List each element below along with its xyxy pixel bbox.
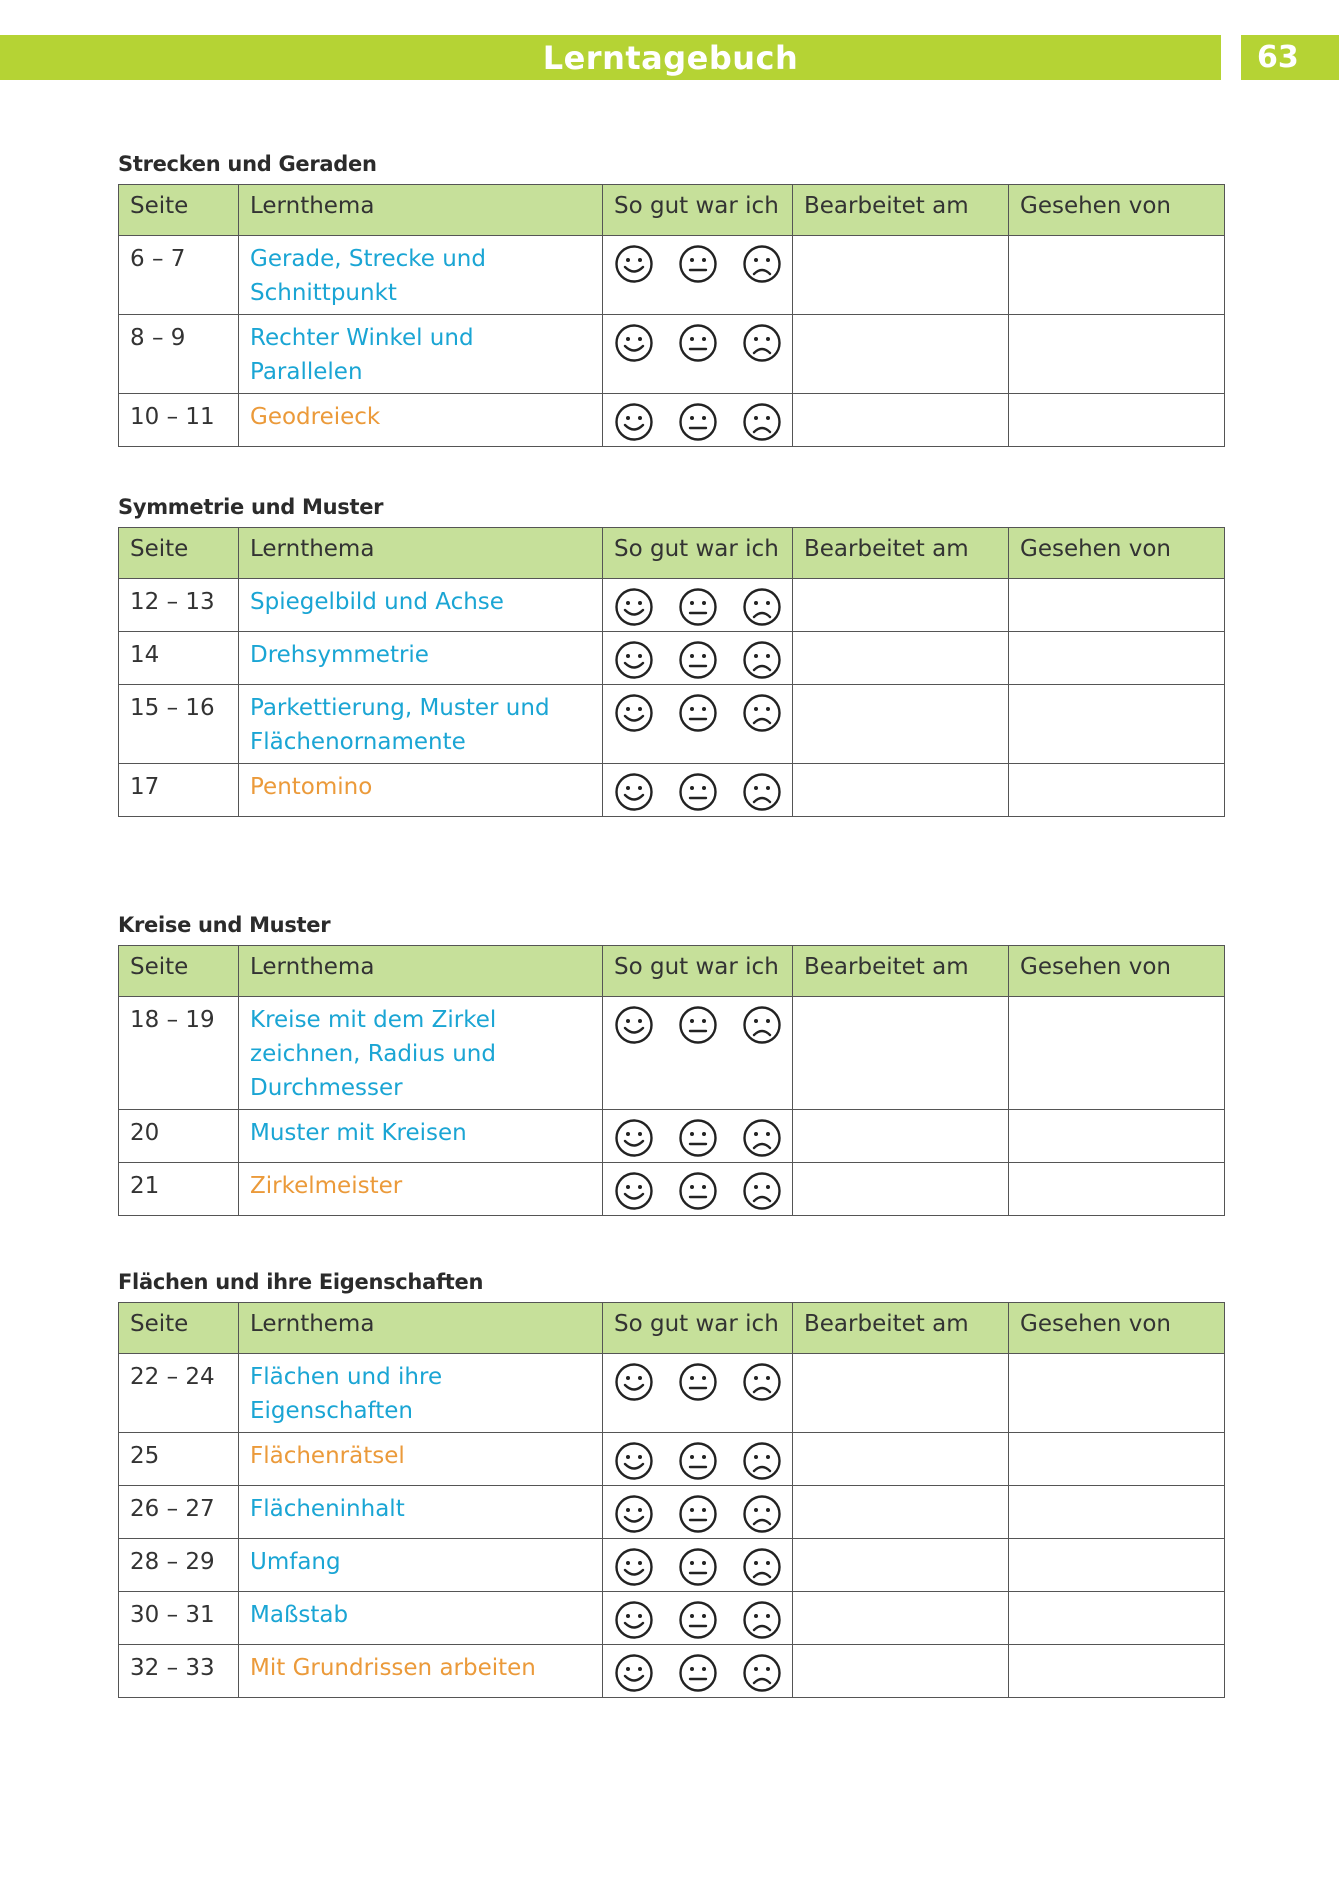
rating-cell xyxy=(603,685,793,764)
gesehen-von-cell[interactable] xyxy=(1009,1433,1225,1486)
header-seite: Seite xyxy=(119,946,239,997)
section xyxy=(118,1270,1224,1698)
seite-cell: 26 – 27 xyxy=(119,1486,239,1539)
seite-cell: 28 – 29 xyxy=(119,1539,239,1592)
smiley-neutral-icon[interactable] xyxy=(678,693,718,733)
smiley-neutral-icon[interactable] xyxy=(678,587,718,627)
rating-cell xyxy=(603,1163,793,1216)
header-bar xyxy=(0,35,1221,80)
table-header-row xyxy=(119,528,1225,579)
lernthema-cell: Zirkelmeister xyxy=(239,1163,603,1216)
lernthema-cell: Flächenrätsel xyxy=(239,1433,603,1486)
section-title: Flächen und ihre Eigenschaften xyxy=(118,1270,484,1294)
learning-log-table xyxy=(118,945,1225,1216)
rating-cell xyxy=(603,236,793,315)
smiley-neutral-icon[interactable] xyxy=(678,323,718,363)
smiley-happy-icon[interactable] xyxy=(614,1441,654,1481)
smiley-neutral-icon[interactable] xyxy=(678,1441,718,1481)
smiley-sad-icon[interactable] xyxy=(742,244,782,284)
rating-cell xyxy=(603,1645,793,1698)
smiley-neutral-icon[interactable] xyxy=(678,1362,718,1402)
header-lernthema: Lernthema xyxy=(239,528,603,579)
smiley-sad-icon[interactable] xyxy=(742,1005,782,1045)
smiley-sad-icon[interactable] xyxy=(742,693,782,733)
smiley-neutral-icon[interactable] xyxy=(678,1005,718,1045)
rating-cell xyxy=(603,1592,793,1645)
lernthema-cell: Drehsymmetrie xyxy=(239,632,603,685)
lernthema-cell: Kreise mit dem Zirkel zeichnen, Radius und Durchmesser xyxy=(239,997,603,1110)
smiley-sad-icon[interactable] xyxy=(742,1494,782,1534)
smiley-happy-icon[interactable] xyxy=(614,1494,654,1534)
smiley-neutral-icon[interactable] xyxy=(678,402,718,442)
bearbeitet-am-cell[interactable] xyxy=(793,1354,1009,1433)
smiley-happy-icon[interactable] xyxy=(614,693,654,733)
gesehen-von-cell[interactable] xyxy=(1009,685,1225,764)
seite-cell: 21 xyxy=(119,1163,239,1216)
header-bearbeitet-am: Bearbeitet am xyxy=(793,946,1009,997)
table-row xyxy=(119,1592,1225,1645)
header-gesehen-von: Gesehen von xyxy=(1009,185,1225,236)
smiley-happy-icon[interactable] xyxy=(614,1362,654,1402)
rating-cell xyxy=(603,997,793,1110)
bearbeitet-am-cell[interactable] xyxy=(793,1539,1009,1592)
lernthema-cell: Mit Grundrissen arbeiten xyxy=(239,1645,603,1698)
lernthema-cell: Geodreieck xyxy=(239,394,603,447)
table-row xyxy=(119,1354,1225,1433)
seite-cell: 15 – 16 xyxy=(119,685,239,764)
header-gesehen-von: Gesehen von xyxy=(1009,528,1225,579)
rating-cell xyxy=(603,394,793,447)
smiley-sad-icon[interactable] xyxy=(742,323,782,363)
rating-cell xyxy=(603,315,793,394)
lernthema-cell: Gerade, Strecke und Schnittpunkt xyxy=(239,236,603,315)
gesehen-von-cell[interactable] xyxy=(1009,1592,1225,1645)
header-lernthema: Lernthema xyxy=(239,1303,603,1354)
gesehen-von-cell[interactable] xyxy=(1009,764,1225,817)
seite-cell: 20 xyxy=(119,1110,239,1163)
table-row xyxy=(119,685,1225,764)
bearbeitet-am-cell[interactable] xyxy=(793,394,1009,447)
gesehen-von-cell[interactable] xyxy=(1009,1354,1225,1433)
smiley-sad-icon[interactable] xyxy=(742,402,782,442)
table-header-row xyxy=(119,946,1225,997)
smiley-sad-icon[interactable] xyxy=(742,1441,782,1481)
smiley-happy-icon[interactable] xyxy=(614,772,654,812)
gesehen-von-cell[interactable] xyxy=(1009,1486,1225,1539)
smiley-neutral-icon[interactable] xyxy=(678,1171,718,1211)
gesehen-von-cell[interactable] xyxy=(1009,394,1225,447)
page-number: 63 xyxy=(1257,40,1299,75)
table-row xyxy=(119,236,1225,315)
header-lernthema: Lernthema xyxy=(239,185,603,236)
table-header-row xyxy=(119,185,1225,236)
seite-cell: 22 – 24 xyxy=(119,1354,239,1433)
page-number-box xyxy=(1241,35,1339,80)
smiley-sad-icon[interactable] xyxy=(742,1362,782,1402)
seite-cell: 12 – 13 xyxy=(119,579,239,632)
gesehen-von-cell[interactable] xyxy=(1009,1539,1225,1592)
rating-cell xyxy=(603,632,793,685)
smiley-sad-icon[interactable] xyxy=(742,1653,782,1693)
smiley-sad-icon[interactable] xyxy=(742,1547,782,1587)
smiley-happy-icon[interactable] xyxy=(614,402,654,442)
learning-log-table xyxy=(118,1302,1225,1698)
table-header-row xyxy=(119,1303,1225,1354)
table-row xyxy=(119,1110,1225,1163)
bearbeitet-am-cell[interactable] xyxy=(793,632,1009,685)
smiley-sad-icon[interactable] xyxy=(742,772,782,812)
lernthema-cell: Parkettierung, Muster und Flächenornamente xyxy=(239,685,603,764)
section-title: Kreise und Muster xyxy=(118,913,331,937)
smiley-happy-icon[interactable] xyxy=(614,1118,654,1158)
table-row xyxy=(119,1486,1225,1539)
bearbeitet-am-cell[interactable] xyxy=(793,1433,1009,1486)
table-row xyxy=(119,1539,1225,1592)
seite-cell: 14 xyxy=(119,632,239,685)
smiley-sad-icon[interactable] xyxy=(742,1600,782,1640)
bearbeitet-am-cell[interactable] xyxy=(793,764,1009,817)
seite-cell: 17 xyxy=(119,764,239,817)
smiley-happy-icon[interactable] xyxy=(614,323,654,363)
learning-log-table xyxy=(118,184,1225,447)
table-row xyxy=(119,1645,1225,1698)
table-row xyxy=(119,632,1225,685)
rating-cell xyxy=(603,1539,793,1592)
smiley-neutral-icon[interactable] xyxy=(678,1118,718,1158)
lernthema-cell: Flächen und ihre Eigenschaften xyxy=(239,1354,603,1433)
gesehen-von-cell[interactable] xyxy=(1009,1163,1225,1216)
lernthema-cell: Flächeninhalt xyxy=(239,1486,603,1539)
rating-cell xyxy=(603,1486,793,1539)
smiley-neutral-icon[interactable] xyxy=(678,1653,718,1693)
smiley-sad-icon[interactable] xyxy=(742,587,782,627)
rating-cell xyxy=(603,1354,793,1433)
section xyxy=(118,495,1224,817)
table-row xyxy=(119,1433,1225,1486)
lernthema-cell: Pentomino xyxy=(239,764,603,817)
header-so-gut-war-ich: So gut war ich xyxy=(603,1303,793,1354)
page-title: Lerntagebuch xyxy=(542,38,799,77)
table-row xyxy=(119,394,1225,447)
lernthema-cell: Spiegelbild und Achse xyxy=(239,579,603,632)
gesehen-von-cell[interactable] xyxy=(1009,315,1225,394)
table-row xyxy=(119,1163,1225,1216)
smiley-happy-icon[interactable] xyxy=(614,1547,654,1587)
smiley-happy-icon[interactable] xyxy=(614,1005,654,1045)
smiley-neutral-icon[interactable] xyxy=(678,772,718,812)
smiley-sad-icon[interactable] xyxy=(742,1171,782,1211)
rating-cell xyxy=(603,1110,793,1163)
smiley-happy-icon[interactable] xyxy=(614,1171,654,1211)
header-seite: Seite xyxy=(119,528,239,579)
bearbeitet-am-cell[interactable] xyxy=(793,1163,1009,1216)
header-so-gut-war-ich: So gut war ich xyxy=(603,185,793,236)
seite-cell: 8 – 9 xyxy=(119,315,239,394)
seite-cell: 10 – 11 xyxy=(119,394,239,447)
bearbeitet-am-cell[interactable] xyxy=(793,1486,1009,1539)
rating-cell xyxy=(603,579,793,632)
gesehen-von-cell[interactable] xyxy=(1009,632,1225,685)
bearbeitet-am-cell[interactable] xyxy=(793,1592,1009,1645)
gesehen-von-cell[interactable] xyxy=(1009,1110,1225,1163)
seite-cell: 6 – 7 xyxy=(119,236,239,315)
smiley-sad-icon[interactable] xyxy=(742,640,782,680)
smiley-sad-icon[interactable] xyxy=(742,1118,782,1158)
bearbeitet-am-cell[interactable] xyxy=(793,236,1009,315)
section xyxy=(118,913,1224,1216)
header-so-gut-war-ich: So gut war ich xyxy=(603,946,793,997)
smiley-happy-icon[interactable] xyxy=(614,244,654,284)
smiley-neutral-icon[interactable] xyxy=(678,1494,718,1534)
rating-cell xyxy=(603,764,793,817)
smiley-neutral-icon[interactable] xyxy=(678,640,718,680)
header-gesehen-von: Gesehen von xyxy=(1009,946,1225,997)
bearbeitet-am-cell[interactable] xyxy=(793,579,1009,632)
gesehen-von-cell[interactable] xyxy=(1009,997,1225,1110)
bearbeitet-am-cell[interactable] xyxy=(793,997,1009,1110)
smiley-neutral-icon[interactable] xyxy=(678,1547,718,1587)
header-bearbeitet-am: Bearbeitet am xyxy=(793,1303,1009,1354)
lernthema-cell: Umfang xyxy=(239,1539,603,1592)
section xyxy=(118,152,1224,447)
header-lernthema: Lernthema xyxy=(239,946,603,997)
header-bearbeitet-am: Bearbeitet am xyxy=(793,185,1009,236)
section-title: Strecken und Geraden xyxy=(118,152,377,176)
seite-cell: 18 – 19 xyxy=(119,997,239,1110)
header-gesehen-von: Gesehen von xyxy=(1009,1303,1225,1354)
smiley-happy-icon[interactable] xyxy=(614,1653,654,1693)
header-seite: Seite xyxy=(119,185,239,236)
seite-cell: 30 – 31 xyxy=(119,1592,239,1645)
header-bearbeitet-am: Bearbeitet am xyxy=(793,528,1009,579)
bearbeitet-am-cell[interactable] xyxy=(793,1110,1009,1163)
table-row xyxy=(119,579,1225,632)
table-row xyxy=(119,764,1225,817)
smiley-happy-icon[interactable] xyxy=(614,640,654,680)
smiley-happy-icon[interactable] xyxy=(614,587,654,627)
gesehen-von-cell[interactable] xyxy=(1009,236,1225,315)
lernthema-cell: Maßstab xyxy=(239,1592,603,1645)
lernthema-cell: Rechter Winkel und Parallelen xyxy=(239,315,603,394)
smiley-neutral-icon[interactable] xyxy=(678,1600,718,1640)
section-title: Symmetrie und Muster xyxy=(118,495,384,519)
table-row xyxy=(119,997,1225,1110)
smiley-neutral-icon[interactable] xyxy=(678,244,718,284)
header-seite: Seite xyxy=(119,1303,239,1354)
table-row xyxy=(119,315,1225,394)
lernthema-cell: Muster mit Kreisen xyxy=(239,1110,603,1163)
header-so-gut-war-ich: So gut war ich xyxy=(603,528,793,579)
rating-cell xyxy=(603,1433,793,1486)
learning-log-table xyxy=(118,527,1225,817)
gesehen-von-cell[interactable] xyxy=(1009,1645,1225,1698)
seite-cell: 32 – 33 xyxy=(119,1645,239,1698)
gesehen-von-cell[interactable] xyxy=(1009,579,1225,632)
bearbeitet-am-cell[interactable] xyxy=(793,1645,1009,1698)
bearbeitet-am-cell[interactable] xyxy=(793,315,1009,394)
smiley-happy-icon[interactable] xyxy=(614,1600,654,1640)
bearbeitet-am-cell[interactable] xyxy=(793,685,1009,764)
seite-cell: 25 xyxy=(119,1433,239,1486)
